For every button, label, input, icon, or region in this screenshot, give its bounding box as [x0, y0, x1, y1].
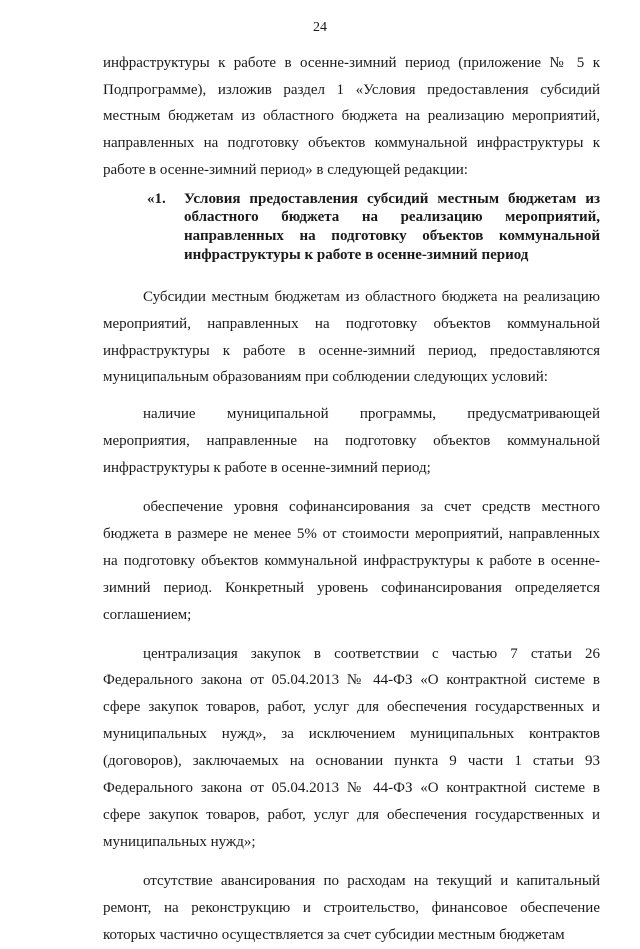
document-body [103, 50, 600, 949]
condition-paragraph-4: отсутствие авансирования по расходам на текущий и капитальный ремонт, на реконструкцию и строительство, финансовое обеспечение которых частично осуществляется за счет субсидии местным бюджетам [103, 872, 600, 943]
section-title: Условия предоставления субсидий местным бюджетам из областного бюджета на реализацию мероприятий, направленных на подготовку объектов коммунальной инфраструктуры к работе в осенне-зимний период [184, 190, 600, 263]
condition-paragraph-3: централизация закупок в соответствии с частью 7 статьи 26 Федерального закона от 05.04.2013 № 44-ФЗ «О контрактной системе в сфере закупок товаров, работ, услуг для обеспечения государственных и муниципальных нужд», за исключением муниципальных контрактов (договоров), заключаемых на основании пункта 9 части 1 статьи 93 Федерального закона от 05.04.2013 № 44-ФЗ «О контрактной системе в сфере закупок товаров, работ, услуг для обеспечения государственных и муниципальных нужд»; [103, 645, 600, 850]
continuation-paragraph: инфраструктуры к работе в осенне-зимний период (приложение № 5 к Подпрограмме), изложив раздел 1 «Условия предоставления субсидий местным бюджетам из областного бюджета на реализацию мероприятий, направленных на подготовку объектов коммунальной инфраструктуры к работе в осенне-зимний период» в следующей редакции: [103, 55, 600, 178]
section-number: «1. [147, 190, 166, 207]
intro-paragraph: Субсидии местным бюджетам из областного бюджета на реализацию мероприятий, направленных на подготовку объектов коммунальной инфраструктуры к работе в осенне-зимний период, предоставляются муниципальным образованиям при соблюдении следующих условий: [103, 288, 600, 386]
condition-paragraph-1: наличие муниципальной программы, предусматривающей мероприятия, направленные на подготовку объектов коммунальной инфраструктуры к работе в осенне-зимний период; [103, 406, 600, 477]
page-number: 24 [313, 20, 327, 35]
condition-paragraph-2: обеспечение уровня софинансирования за счет средств местного бюджета в размере не менее 5% от стоимости мероприятий, направленных на подготовку объектов коммунальной инфраструктуры к работе в осенне-зимний период. Конкретный уровень софинансирования определяется соглашением; [103, 499, 600, 623]
section-heading [147, 190, 600, 265]
